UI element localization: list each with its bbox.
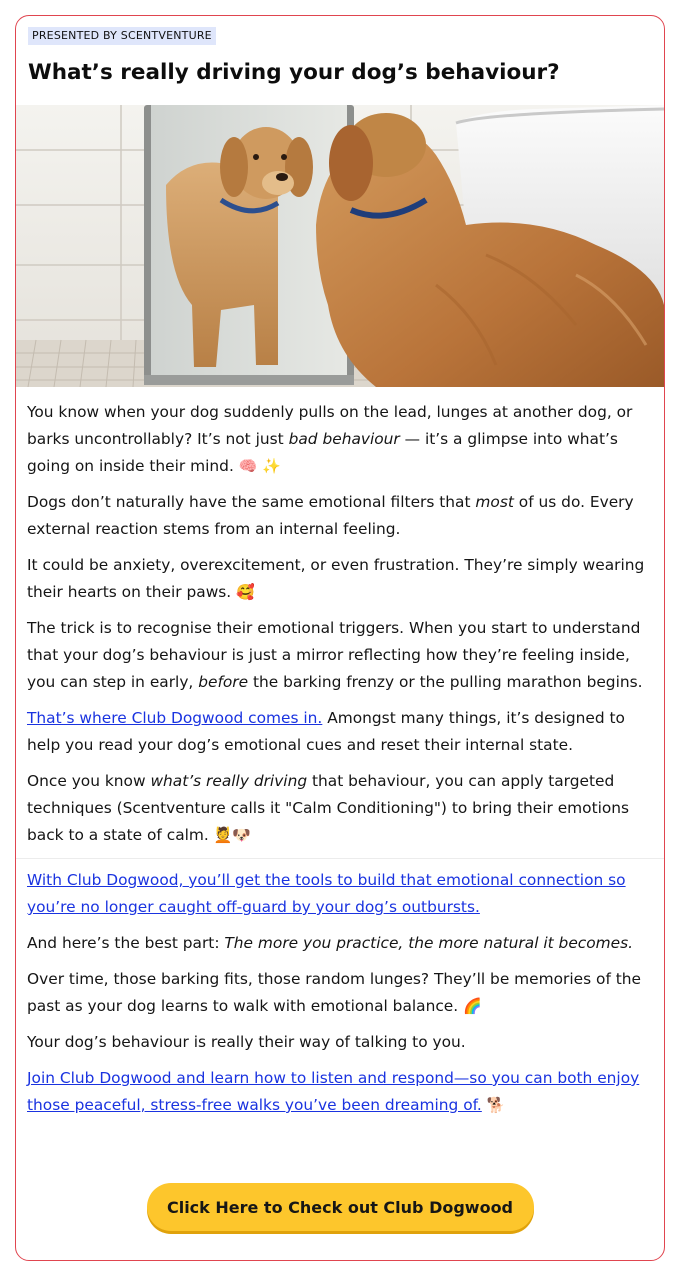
club-dogwood-tools-link[interactable]: With Club Dogwood, you’ll get the tools to build that emotional connection so you’re no longer caught off-guard by your dog’s outbursts. (27, 871, 626, 916)
sponsor-label: PRESENTED BY SCENTVENTURE (28, 27, 216, 45)
cta-container (16, 1183, 664, 1231)
paragraph-6: Once you know what’s really driving that behaviour, you can apply targeted techniques (Scentventure calls it "Calm Conditioning") to bring their emotions back to a state of calm. 💆🐶 (27, 772, 630, 844)
rainbow-emoji-icon: 🌈 (463, 997, 482, 1015)
brain-sparkles-emoji-icon: 🧠 ✨ (238, 457, 281, 475)
paragraph-2: Dogs don’t naturally have the same emotional filters that most of us do. Every external reaction stems from an internal feeling. (27, 493, 634, 538)
hero-image (16, 105, 664, 387)
join-club-dogwood-link[interactable]: Join Club Dogwood and learn how to listen and respond—so you can both enjoy those peaceful, stress-free walks you’ve been dreaming of. (27, 1069, 640, 1114)
smiling-hearts-emoji-icon: 🥰 (236, 583, 255, 601)
article-title: What’s really driving your dog’s behaviour? (28, 60, 560, 85)
paragraph-7 (27, 867, 657, 921)
section-divider (16, 858, 665, 859)
dog-mirror-photo-icon (16, 105, 664, 387)
paragraph-1: You know when your dog suddenly pulls on the lead, lunges at another dog, or barks uncontrollably? It’s not just bad behaviour — it’s a glimpse into what’s going on inside their mind. 🧠 ✨ (27, 403, 633, 475)
paragraph-8: And here’s the best part: The more you practice, the more natural it becomes. (27, 934, 634, 952)
dog-emoji-icon: 🐕 (486, 1096, 506, 1114)
paragraph-10: Your dog’s behaviour is really their way of talking to you. (27, 1033, 466, 1051)
paragraph-5: That’s where Club Dogwood comes in. Amongst many things, it’s designed to help you read your dog’s emotional cues and reset their internal state. (27, 709, 625, 754)
paragraph-9: Over time, those barking fits, those random lunges? They’ll be memories of the past as your dog learns to walk with emotional balance. 🌈 (27, 970, 642, 1015)
check-out-club-dogwood-button[interactable]: Click Here to Check out Club Dogwood (147, 1183, 534, 1231)
sponsored-article-card (15, 15, 665, 1261)
paragraph-11 (27, 1065, 657, 1119)
article-body (27, 399, 657, 1128)
massage-dog-emoji-icon: 💆🐶 (213, 826, 252, 844)
club-dogwood-link[interactable]: That’s where Club Dogwood comes in. (27, 709, 323, 727)
paragraph-4: The trick is to recognise their emotional triggers. When you start to understand that your dog’s behaviour is just a mirror reflecting how they’re feeling inside, you can step in early, before the barking frenzy or the pulling marathon begins. (27, 619, 643, 691)
paragraph-3: It could be anxiety, overexcitement, or even frustration. They’re simply wearing their hearts on their paws. 🥰 (27, 556, 645, 601)
